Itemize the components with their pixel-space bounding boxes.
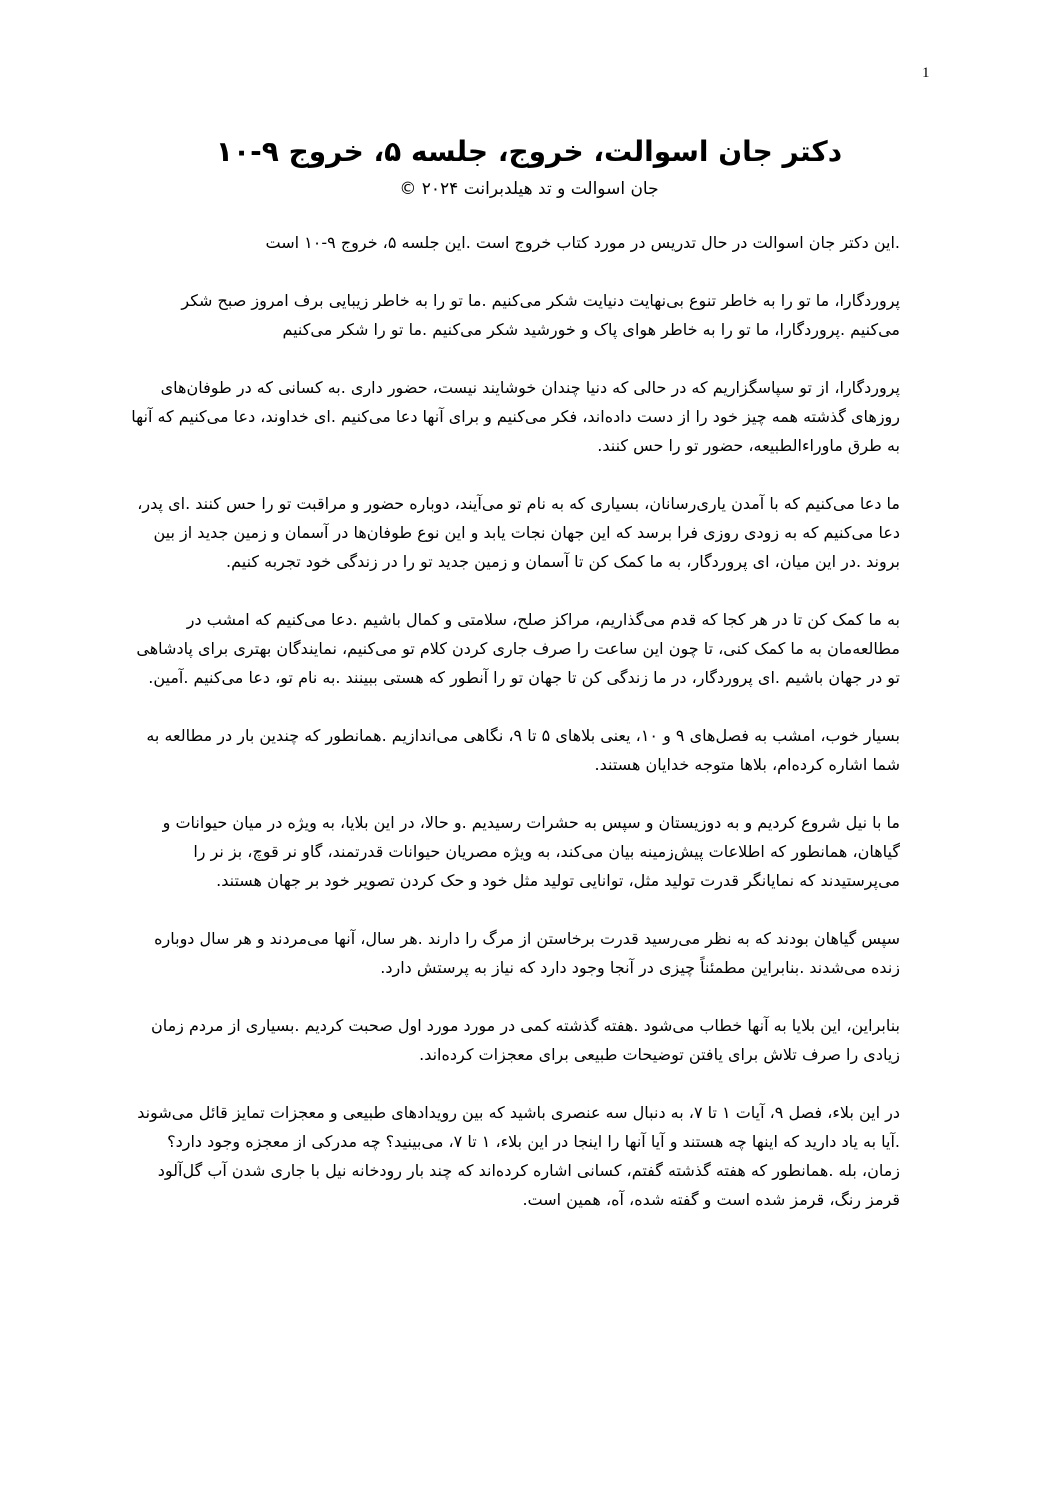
paragraph-plagues-animals: ما با نیل شروع کردیم و به دوزیستان و سپس به حشرات رسیدیم .و حالا، در این بلایا، به ویژه در میان حیوانات و گیاهان، همانطور که اطلاعات پیش‌زمینه بیان می‌کند، به ویژه مصریان حیوانات قدرتمند، گاو نر قوچ، بز نر را می‌پرستیدند که نمایانگر قدرت تولید مثل، توانایی تولید مثل خود و حک کردن تصویر خود بر جهان هستند. <box>162 813 900 890</box>
paragraph-intro: .این دکتر جان اسوالت در حال تدریس در مورد کتاب خروج است .این جلسه ۵، خروج ۹-۱۰ است <box>265 233 900 252</box>
body-text <box>128 228 900 1243</box>
paragraph-plants: سپس گیاهان بودند که به نظر می‌رسید قدرت برخاستن از مرگ را دارند .هر سال، آنها می‌مردند و هر سال دوباره زنده می‌شدند .بنابراین مطمئناً چیزی در آنجا وجود دارد که نیاز به پرستش دارد. <box>154 929 900 977</box>
paragraph-prayer-amen: به ما کمک کن تا در هر کجا که قدم می‌گذاریم، مراکز صلح، سلامتی و کمال باشیم .دعا می‌کنیم که امشب در مطالعه‌مان به ما کمک کنی، تا چون این ساعت را صرف جاری کردن کلام تو می‌کنیم، نمایندگان بهتری برای پادشاهی تو در جهان باشیم .ای پروردگار، در ما زندگی کن تا جهان تو را آنطور که هستی ببینند .به نام تو، دعا می‌کنیم .آمین. <box>136 610 900 687</box>
paragraph-prayer-thanks: پروردگارا، ما تو را به خاطر تنوع بی‌نهایت دنیایت شکر می‌کنیم .ما تو را به خاطر زیبایی برف امروز صبح شکر می‌کنیم .پروردگارا، ما تو را به خاطر هوای پاک و خورشید شکر می‌کنیم .ما تو را شکر می‌کنیم <box>181 291 900 339</box>
paragraph-miracle-elements: در این بلاء، فصل ۹، آیات ۱ تا ۷، به دنبال سه عنصری باشید که بین رویدادهای طبیعی و معجزات تمایز قائل می‌شوند .آیا به یاد دارید که اینها چه هستند و آیا آنها را اینجا در این بلاء، ۱ تا ۷، می‌بینید؟ چه مدرکی از معجزه وجود دارد؟ زمان، بله .همانطور که هفته گذشته گفتم، کسانی اشاره کرده‌اند که چند بار رودخانه نیل با جاری شدن آب گل‌آلود قرمز رنگ، قرمز شده است و گفته شده، آه، همین است. <box>137 1103 900 1209</box>
paragraph-prayer-helpers: ما دعا می‌کنیم که با آمدن یاری‌رسانان، بسیاری که به نام تو می‌آیند، دوباره حضور و مراقبت تو را حس کنند .ای پدر، دعا می‌کنیم که به زودی روزی فرا برسد که این جهان نجات یابد و این نوع طوفان‌ها در آسمان و زمین جدید از بین بروند .در این میان، ای پروردگار، به ما کمک کن تا آسمان و زمین جدید تو را در زندگی خود تجربه کنیم. <box>137 494 900 571</box>
page-title: دکتر جان اسوالت، خروج، جلسه ۵، خروج ۹-۱۰ <box>215 135 843 168</box>
paragraph-prayer-storms: پروردگارا، از تو سپاسگزاریم که در حالی که دنیا چندان خوشایند نیست، حضور داری .به کسانی که در طوفان‌های روزهای گذشته همه چیز خود را از دست داده‌اند، فکر می‌کنیم و برای آنها دعا می‌کنیم .ای خداوند، دعا می‌کنیم که آنها به طرق ماوراءالطبیعه، حضور تو را حس کنند. <box>131 378 900 455</box>
paragraph-chapters-intro: بسیار خوب، امشب به فصل‌های ۹ و ۱۰، یعنی بلاهای ۵ تا ۹، نگاهی می‌اندازیم .همانطور که چندین بار در مطالعه به شما اشاره کرده‌ام، بلاها متوجه خدایان هستند. <box>146 726 900 774</box>
paragraph-natural-explanations: بنابراین، این بلایا به آنها خطاب می‌شود .هفته گذشته کمی در مورد مورد اول صحبت کردیم .بسیاری از مردم زمان زیادی را صرف تلاش برای یافتن توضیحات طبیعی برای معجزات کرده‌اند. <box>150 1016 900 1064</box>
copyright-line: جان اسوالت و تد هیلدبرانت ۲۰۲۴ © <box>399 179 659 199</box>
page-number: 1 <box>922 65 930 81</box>
